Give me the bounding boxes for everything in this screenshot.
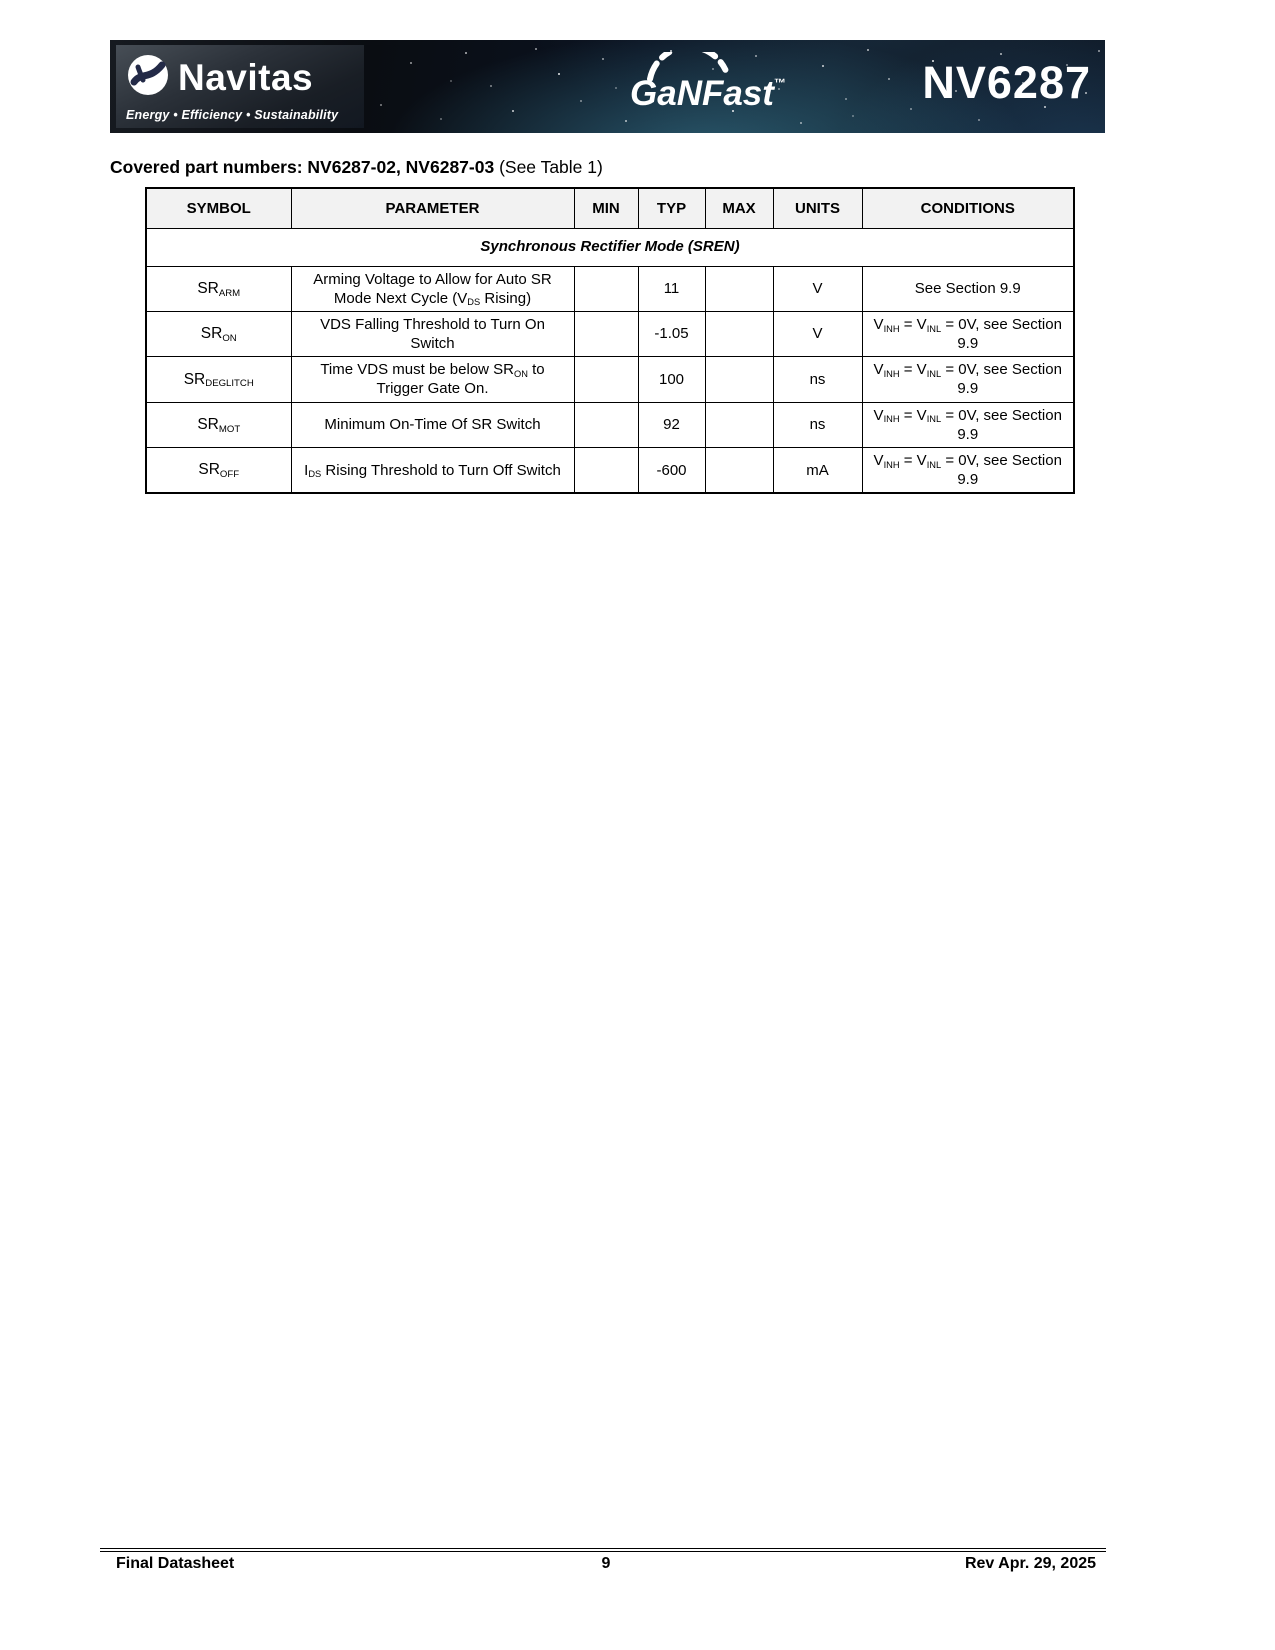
table-row <box>146 311 1074 356</box>
footer-revision: Rev Apr. 29, 2025 <box>964 1555 1097 1572</box>
parameter-cell: VDS Falling Threshold to Turn On Switch <box>291 311 574 356</box>
typ-cell: 11 <box>638 266 705 311</box>
units-cell: V <box>773 266 862 311</box>
section-row <box>146 228 1074 266</box>
part-number-title: NV6287 <box>922 57 1091 108</box>
col-header-max: MAX <box>705 188 773 228</box>
header-banner <box>110 40 1105 133</box>
section-title: Synchronous Rectifier Mode (SREN) <box>146 228 1074 266</box>
units-cell: V <box>773 311 862 356</box>
min-cell <box>574 402 638 447</box>
parameter-cell: $I_{DS}$ Rising Threshold to Turn Off Switch <box>291 448 574 494</box>
typ-cell: 100 <box>638 357 705 402</box>
max-cell <box>705 311 773 356</box>
covered-parts-bold: Covered part numbers: NV6287-02, NV6287-03 <box>110 157 495 177</box>
symbol-cell: $SR_{MOT}$ <box>146 402 291 447</box>
table-row <box>146 266 1074 311</box>
col-header-symbol: SYMBOL <box>146 188 291 228</box>
max-cell <box>705 402 773 447</box>
brand-name: Navitas <box>178 57 314 98</box>
symbol-cell: $SR_{ARM}$ <box>146 266 291 311</box>
col-header-parameter: PARAMETER <box>291 188 574 228</box>
min-cell <box>574 357 638 402</box>
conditions-cell: $V_{INH} = V_{INL} = 0V$, see Section 9.9 <box>862 357 1074 402</box>
col-header-typ: TYP <box>638 188 705 228</box>
parameter-cell: Minimum On-Time Of SR Switch <box>291 402 574 447</box>
min-cell <box>574 266 638 311</box>
min-cell <box>574 448 638 494</box>
conditions-cell: See Section 9.9 <box>862 266 1074 311</box>
units-cell: mA <box>773 448 862 494</box>
navitas-brand-panel <box>116 45 364 128</box>
max-cell <box>705 357 773 402</box>
col-header-conditions: CONDITIONS <box>862 188 1074 228</box>
navitas-logo-icon <box>126 53 170 102</box>
conditions-cell: $V_{INH} = V_{INL} = 0V$, see Section 9.9 <box>862 402 1074 447</box>
typ-cell: -1.05 <box>638 311 705 356</box>
table-row <box>146 402 1074 447</box>
electrical-characteristics-table <box>145 187 1075 494</box>
ganfast-logo <box>630 50 860 123</box>
min-cell <box>574 311 638 356</box>
table-row <box>146 357 1074 402</box>
max-cell <box>705 448 773 494</box>
footer-page-number: 9 <box>601 1555 611 1572</box>
table-header-row <box>146 188 1074 228</box>
covered-part-numbers-line <box>110 156 603 178</box>
ganfast-text: GaNFast <box>630 74 774 113</box>
symbol-cell: $SR_{DEGLITCH}$ <box>146 357 291 402</box>
col-header-units: UNITS <box>773 188 862 228</box>
table-row <box>146 448 1074 494</box>
max-cell <box>705 266 773 311</box>
conditions-cell: $V_{INH} = V_{INL} = 0V$, see Section 9.9 <box>862 311 1074 356</box>
trademark-symbol: ™ <box>773 76 787 90</box>
units-cell: ns <box>773 402 862 447</box>
symbol-cell: $SR_{OFF}$ <box>146 448 291 494</box>
brand-tagline: Energy • Efficiency • Sustainability <box>126 108 339 122</box>
parameter-cell: Arming Voltage to Allow for Auto SR Mode Next Cycle ($V_{DS}$ Rising) <box>291 266 574 311</box>
typ-cell: -600 <box>638 448 705 494</box>
page-footer <box>100 1548 1106 1573</box>
parameter-cell: Time VDS must be below $SR_{ON}$ to Trigger Gate On. <box>291 357 574 402</box>
covered-parts-ref: (See Table 1) <box>494 157 603 177</box>
footer-doc-status: Final Datasheet <box>116 1555 235 1572</box>
symbol-cell: $SR_{ON}$ <box>146 311 291 356</box>
typ-cell: 92 <box>638 402 705 447</box>
col-header-min: MIN <box>574 188 638 228</box>
conditions-cell: $V_{INH} = V_{INL} = 0V$, see Section 9.9 <box>862 448 1074 494</box>
ganfast-wordmark <box>630 76 787 111</box>
units-cell: ns <box>773 357 862 402</box>
